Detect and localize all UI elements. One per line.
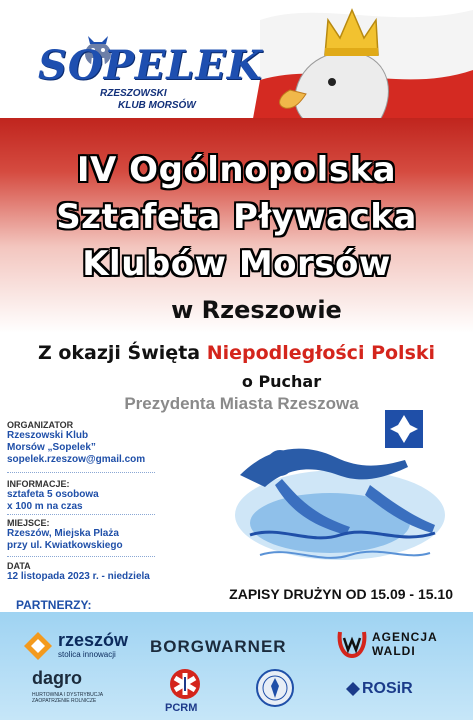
partner-agencja-waldi[interactable]	[336, 624, 446, 664]
partner-rosir[interactable]: ROSiR	[362, 680, 413, 697]
information-line: sztafeta 5 osobowa	[7, 489, 99, 500]
rzeszow-mark-icon	[22, 630, 54, 662]
partner-borgwarner[interactable]: BORGWARNER	[150, 637, 287, 656]
organizer-block	[7, 420, 197, 466]
partner-dagro-sub: HURTOWNIA I DYSTRYBUCJA ZAOPATRZENIE ROLNICZE	[32, 692, 103, 704]
place-block	[7, 518, 197, 552]
partner-rzeszow-tagline: stolica innowacji	[58, 650, 116, 659]
date-value: 12 listopada 2023 r. - niedziela	[7, 571, 150, 582]
organizer-email[interactable]: sopelek.rzeszow@gmail.com	[7, 454, 146, 465]
partner-rzeszow-name: rzeszów	[58, 630, 129, 650]
divider	[7, 472, 155, 473]
title-location: w Rzeszowie	[171, 296, 342, 324]
sopelek-logo	[38, 38, 263, 116]
information-label: INFORMACJE:	[7, 479, 70, 489]
organizer-label: ORGANIZATOR	[7, 420, 74, 430]
place-line: przy ul. Kwiatkowskiego	[7, 540, 123, 551]
title-line-3: Klubów Morsów	[82, 244, 391, 284]
medical-star-icon	[169, 668, 201, 700]
police-seal-icon[interactable]	[255, 668, 295, 708]
organizer-line: Morsów „Sopelek”	[7, 442, 96, 453]
cup-patron: Prezydenta Miasta Rzeszowa	[124, 394, 359, 413]
partner-dagro-name: dagro	[32, 668, 83, 688]
partner-rzeszow[interactable]	[22, 630, 132, 664]
rosir-mark-icon	[346, 682, 360, 696]
information-block	[7, 479, 197, 513]
cup-line: o Puchar	[241, 372, 322, 391]
divider	[7, 556, 155, 557]
title-line-2: Sztafeta Pływacka	[56, 197, 417, 237]
logo-subtitle-2: KLUB MORSÓW	[118, 100, 196, 111]
partner-waldi-line2: WALDI	[372, 644, 416, 658]
place-line: Rzeszów, Miejska Plaża	[7, 528, 119, 539]
partner-waldi-line1: AGENCJA	[372, 630, 438, 644]
logo-word: SOPELEK	[38, 42, 263, 89]
swimmer-icon	[220, 405, 460, 580]
waldi-mark-icon	[336, 626, 368, 660]
information-line: x 100 m na czas	[7, 501, 83, 512]
place-label: MIEJSCE:	[7, 518, 50, 528]
registration-dates: ZAPISY DRUŻYN OD 15.09 - 15.10	[229, 586, 453, 602]
organizer-line: Rzeszowski Klub	[7, 430, 89, 441]
partner-pcrm[interactable]	[163, 668, 207, 716]
partner-dagro[interactable]	[32, 668, 122, 712]
partner-pcrm-name: PCRM	[165, 702, 198, 714]
divider	[7, 514, 155, 515]
logo-subtitle-1: RZESZOWSKI	[100, 88, 167, 99]
occasion-highlight: Niepodległości Polski	[206, 342, 436, 364]
partners-label: PARTNERZY:	[16, 598, 92, 612]
title-line-1: IV Ogólnopolska	[76, 150, 397, 190]
date-label: DATA	[7, 561, 31, 571]
date-block	[7, 561, 197, 583]
occasion-line	[0, 342, 473, 364]
occasion-prefix: Z okazji Święta	[37, 342, 207, 364]
